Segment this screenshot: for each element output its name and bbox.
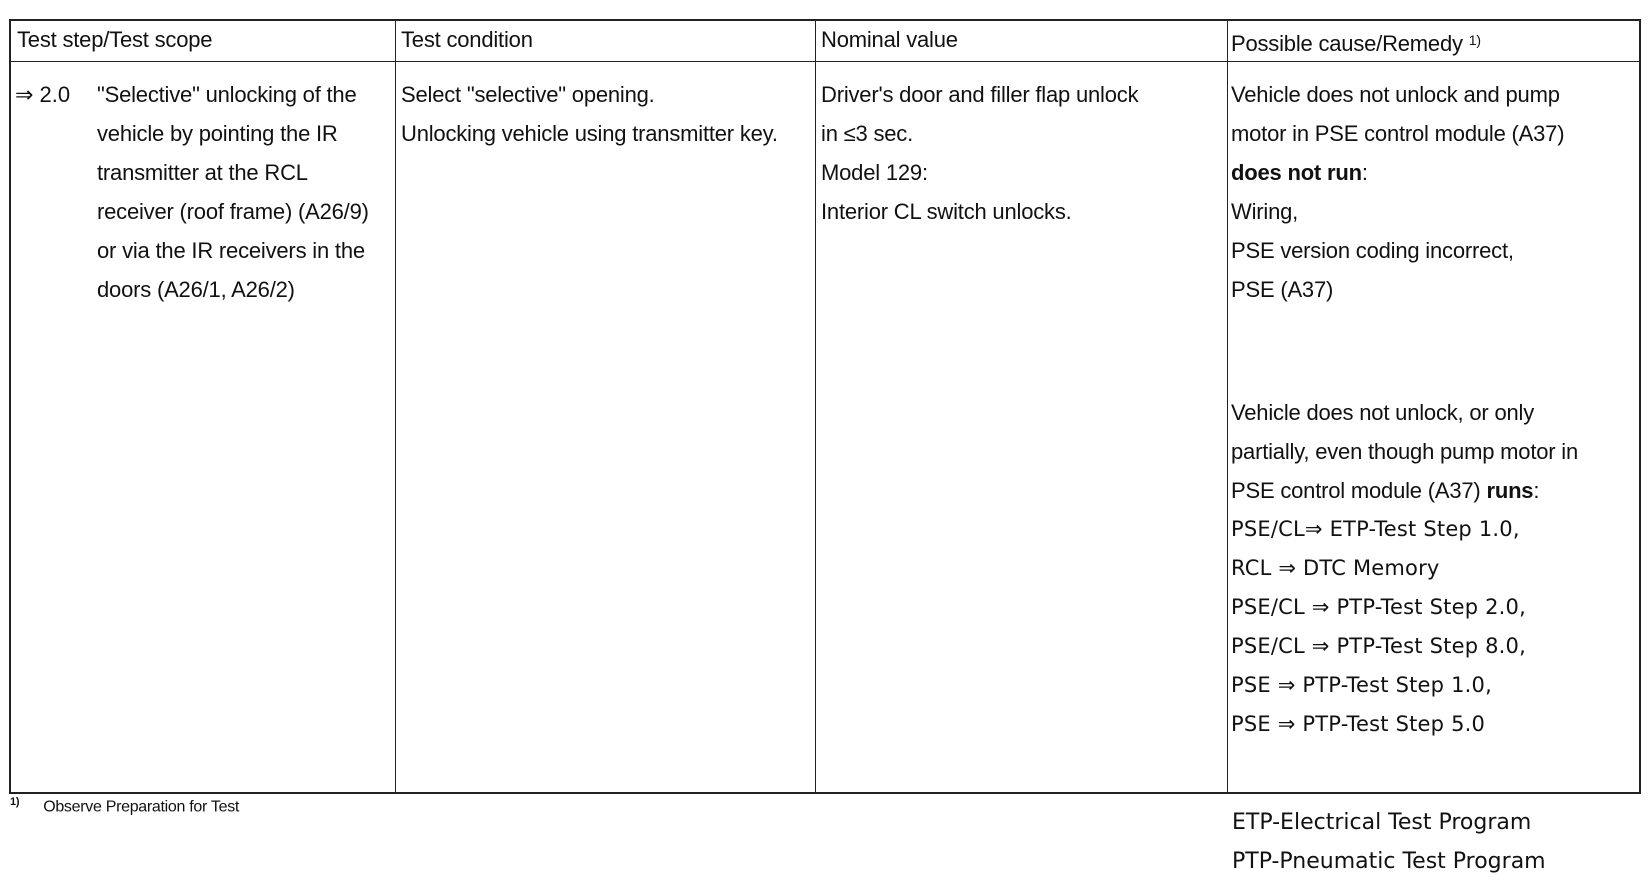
test-scope-line: doors (A26/1, A26/2) (97, 277, 295, 302)
footnote-marker: 1) (10, 796, 20, 808)
footnote-text: Observe Preparation for Test (43, 798, 240, 816)
header-test-step: Test step/Test scope (17, 27, 213, 52)
test-scope-line: transmitter at the RCL (97, 160, 308, 185)
column-divider (1227, 21, 1228, 792)
cause-line: PSE control module (A37) runs: (1231, 478, 1540, 503)
cause-line: does not run: (1231, 160, 1368, 185)
remedy-line: PSE ⇒ PTP-Test Step 1.0, (1231, 673, 1492, 697)
remedy-line: PSE/CL ⇒ PTP-Test Step 8.0, (1231, 634, 1526, 658)
remedy-line: PSE/CL ⇒ PTP-Test Step 2.0, (1231, 595, 1526, 619)
diagnostic-table (9, 19, 1641, 794)
cause-line: motor in PSE control module (A37) (1231, 121, 1565, 146)
cause-emphasis: does not run (1231, 160, 1362, 185)
cause-line: PSE (A37) (1231, 277, 1334, 302)
cause-block-running (1231, 393, 1578, 744)
legend-ptp: PTP-Pneumatic Test Program (1232, 849, 1546, 874)
header-possible-cause: Possible cause/Remedy $^{1)}$ (1231, 31, 1481, 56)
remedy-line: PSE/CL⇒ ETP-Test Step 1.0, (1231, 517, 1520, 541)
remedy-line: PSE ⇒ PTP-Test Step 5.0 (1231, 712, 1486, 736)
cause-line: Vehicle does not unlock, or only (1231, 400, 1535, 425)
test-scope-line: "Selective" unlocking of the (97, 82, 357, 107)
footnote-ref: 1) (1468, 32, 1481, 48)
column-divider (395, 21, 396, 792)
nominal-value-line: Driver's door and filler flap unlock (821, 82, 1139, 107)
cause-line: PSE version coding incorrect, (1231, 238, 1514, 263)
header-test-condition: Test condition (401, 27, 533, 52)
header-divider (11, 61, 1639, 62)
legend-etp: ETP-Electrical Test Program (1232, 810, 1532, 835)
abbreviation-legend (1232, 803, 1546, 881)
cause-emphasis: runs (1486, 478, 1534, 503)
footnote (10, 796, 239, 816)
test-scope-cell (97, 75, 369, 309)
header-nominal-value: Nominal value (821, 27, 958, 52)
test-scope-line: or via the IR receivers in the (97, 238, 365, 263)
column-divider (815, 21, 816, 792)
cause-line: partially, even though pump motor in (1231, 439, 1579, 464)
remedy-line: RCL ⇒ DTC Memory (1231, 556, 1440, 580)
cause-line: Wiring, (1231, 199, 1299, 224)
test-condition-line: Unlocking vehicle using transmitter key. (401, 121, 778, 146)
nominal-value-line: Model 129: (821, 160, 928, 185)
test-scope-line: receiver (roof frame) (A26/9) (97, 199, 369, 224)
cause-block-not-running (1231, 75, 1564, 309)
test-condition-cell (401, 75, 778, 153)
cause-line: Vehicle does not unlock and pump (1231, 82, 1560, 107)
step-number: ⇒ 2.0 (15, 82, 71, 107)
test-scope-line: vehicle by pointing the IR (97, 121, 338, 146)
nominal-value-line: in ≤3 sec. (821, 121, 914, 146)
nominal-value-line: Interior CL switch unlocks. (821, 199, 1072, 224)
test-condition-line: Select "selective" opening. (401, 82, 655, 107)
nominal-value-cell (821, 75, 1138, 231)
